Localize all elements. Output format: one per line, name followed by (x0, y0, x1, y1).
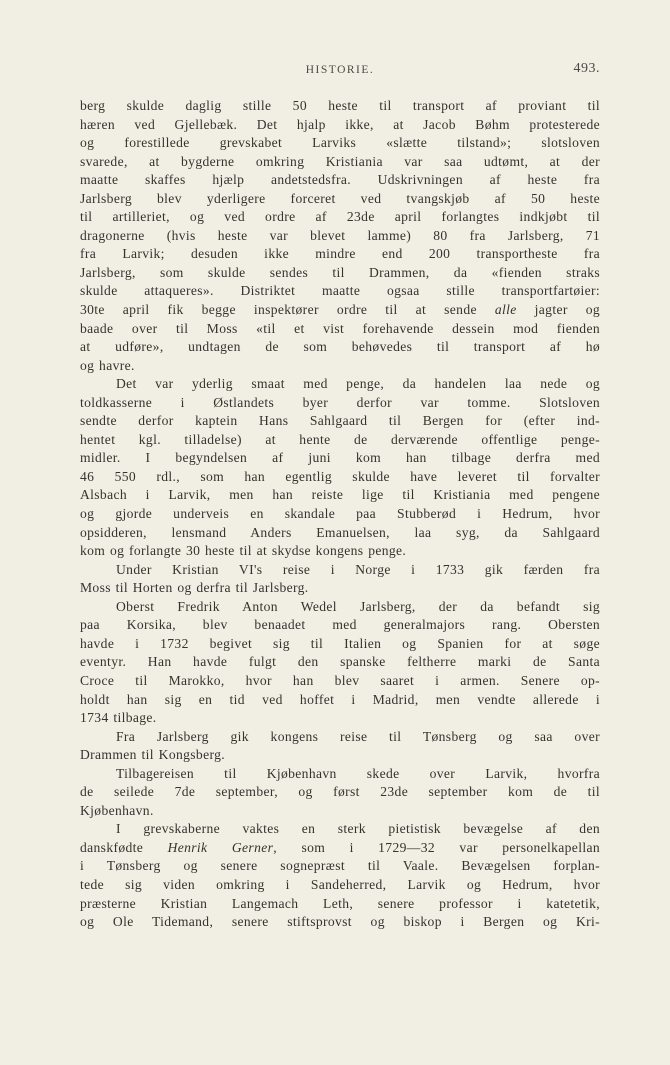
text-line (80, 171, 600, 190)
text-segment: baade over til Moss «til et vist forehavende dessein mod fienden (80, 320, 600, 336)
text-segment: kom og forlangte 30 heste til at skydse kongens penge. (80, 543, 407, 559)
text-segment: toldkasserne i Østlandets byer derfor var tomme. Slotsloven (80, 394, 600, 410)
italic-segment: alle (494, 302, 517, 318)
text-segment: de seilede 7de september, og først 23de september kom de til (80, 784, 600, 800)
text-line (80, 728, 600, 747)
italic-segment: Henrik Gerner (167, 839, 274, 855)
text-segment: 1734 tilbage. (80, 710, 157, 726)
text-segment: Jarlsberg blev yderligere forceret ved tvangskjøb af 50 heste (80, 190, 600, 206)
text-line (80, 357, 600, 376)
text-segment: opsidderen, lensmand Anders Emanuelsen, laa syg, da Sahlgaard (80, 524, 600, 540)
text-line (80, 190, 600, 209)
text-segment: og forestillede grevskabet Larviks «slætte tilstand»; slotsloven (80, 135, 600, 151)
text-line (80, 338, 600, 357)
text-segment: Fra Jarlsberg gik kongens reise til Tønsberg og saa over (116, 728, 600, 744)
text-segment: Moss til Horten og derfra til Jarlsberg. (80, 580, 309, 596)
text-segment: og Ole Tidemand, senere stiftsprovst og biskop i Bergen og Kri- (80, 914, 600, 930)
text-line (80, 468, 600, 487)
text-line (80, 282, 600, 301)
text-segment: berg skulde daglig stille 50 heste til transport af proviant til (80, 98, 600, 113)
text-line (80, 913, 600, 932)
text-line (80, 653, 600, 672)
text-segment: skulde attaqueres». Distriktet maatte ogsaa stille transportfartøier: (80, 283, 600, 299)
text-segment: eventyr. Han havde fulgt den spanske feltherre marki de Santa (80, 654, 600, 670)
text-segment: Oberst Fredrik Anton Wedel Jarlsberg, der da befandt sig (116, 598, 600, 614)
text-line (80, 524, 600, 543)
text-segment: havde i 1732 begivet sig til Italien og Spanien for at søge (80, 635, 600, 651)
text-line (80, 394, 600, 413)
text-segment: at udføre», undtagen de som behøvedes til transport af hø (80, 339, 600, 355)
text-line (80, 598, 600, 617)
text-segment: til artilleriet, og ved ordre af 23de april forlangtes indkjøbt til (80, 209, 600, 225)
text-segment: præsterne Kristian Langemach Leth, senere professor i katetetik, (80, 895, 600, 911)
text-segment: Kjøbenhavn. (80, 802, 154, 818)
text-line (80, 301, 600, 320)
text-segment: midler. I begyndelsen af juni kom han tilbage derfra med (80, 450, 600, 466)
text-line (80, 431, 600, 450)
text-segment: danskfødte (80, 839, 168, 855)
text-line (80, 208, 600, 227)
text-line (80, 672, 600, 691)
text-segment: tede sig viden omkring i Sandeherred, Larvik og Hedrum, hvor (80, 876, 600, 892)
text-line (80, 134, 600, 153)
text-segment: maatte skaffes hjælp andetstedsfra. Udskrivningen af heste fra (80, 172, 600, 188)
text-line (80, 839, 600, 858)
text-segment: Det var yderlig smaat med penge, da handelen laa nede og (116, 376, 600, 392)
text-segment: og gjorde underveis en skandale paa Stubberød i Hedrum, hvor (80, 506, 600, 522)
text-segment: hæren ved Gjellebæk. Det hjalp ikke, at Jacob Bøhm protesterede (80, 116, 600, 132)
text-segment: i Tønsberg og senere sognepræst til Vaale. Bevægelsen forplan- (80, 858, 600, 874)
text-line (80, 449, 600, 468)
text-segment: 30te april fik begge inspektører ordre til at sende (80, 302, 495, 318)
text-line (80, 227, 600, 246)
text-line (80, 97, 600, 116)
text-line (80, 245, 600, 264)
text-line (80, 561, 600, 580)
text-line (80, 116, 600, 135)
text-line (80, 579, 600, 598)
text-line (80, 820, 600, 839)
text-segment: og havre. (80, 357, 135, 373)
text-line (80, 895, 600, 914)
text-segment: Alsbach i Larvik, men han reiste lige til Kristiania med pengene (80, 487, 600, 503)
text-line (80, 542, 600, 561)
page-number: 493. (573, 61, 600, 76)
text-line (80, 375, 600, 394)
text-segment: , som i 1729—32 var personelkapellan (273, 839, 600, 855)
text-segment: Drammen til Kongsberg. (80, 747, 225, 763)
text-line (80, 783, 600, 802)
text-segment: 46 550 rdl., som han egentlig skulde have leveret til forvalter (80, 468, 600, 484)
text-line (80, 153, 600, 172)
text-line (80, 857, 600, 876)
text-segment: Tilbagereisen til Kjøbenhavn skede over Larvik, hvorfra (116, 765, 600, 781)
text-segment: dragonerne (hvis heste var blevet lamme) 80 fra Jarlsberg, 71 (80, 227, 600, 243)
text-line (80, 412, 600, 431)
page-header (80, 60, 600, 82)
text-segment: Jarlsberg, som skulde sendes til Drammen, da «fienden straks (80, 264, 600, 280)
text-segment: svarede, at bygderne omkring Kristiania var saa udtømt, at der (80, 153, 600, 169)
text-line (80, 486, 600, 505)
text-line (80, 616, 600, 635)
text-segment: hentet kgl. tilladelse) at hente de derværende offentlige penge- (80, 431, 600, 447)
text-segment: paa Korsika, blev benaadet med generalmajors rang. Obersten (80, 617, 600, 633)
text-segment: I grevskaberne vaktes en sterk pietistisk bevægelse af den (116, 821, 600, 837)
text-line (80, 746, 600, 765)
text-line (80, 691, 600, 710)
text-segment: fra Larvik; desuden ikke mindre end 200 transportheste fra (80, 246, 600, 262)
running-head: HISTORIE. (305, 64, 375, 76)
text-line (80, 765, 600, 784)
text-segment: Croce til Marokko, hvor han blev saaret i armen. Senere op- (80, 672, 600, 688)
text-line (80, 802, 600, 821)
text-line (80, 635, 600, 654)
text-line (80, 320, 600, 339)
text-segment: holdt han sig en tid ved hoffet i Madrid, men vendte allerede i (80, 691, 600, 707)
body-text (80, 97, 600, 932)
text-line (80, 505, 600, 524)
text-segment: sendte derfor kaptein Hans Sahlgaard til Bergen for (efter ind- (80, 413, 600, 429)
text-segment: jagter og (516, 302, 600, 318)
text-segment: Under Kristian VI's reise i Norge i 1733 gik færden fra (116, 561, 600, 577)
text-line (80, 709, 600, 728)
text-line (80, 264, 600, 283)
text-line (80, 876, 600, 895)
